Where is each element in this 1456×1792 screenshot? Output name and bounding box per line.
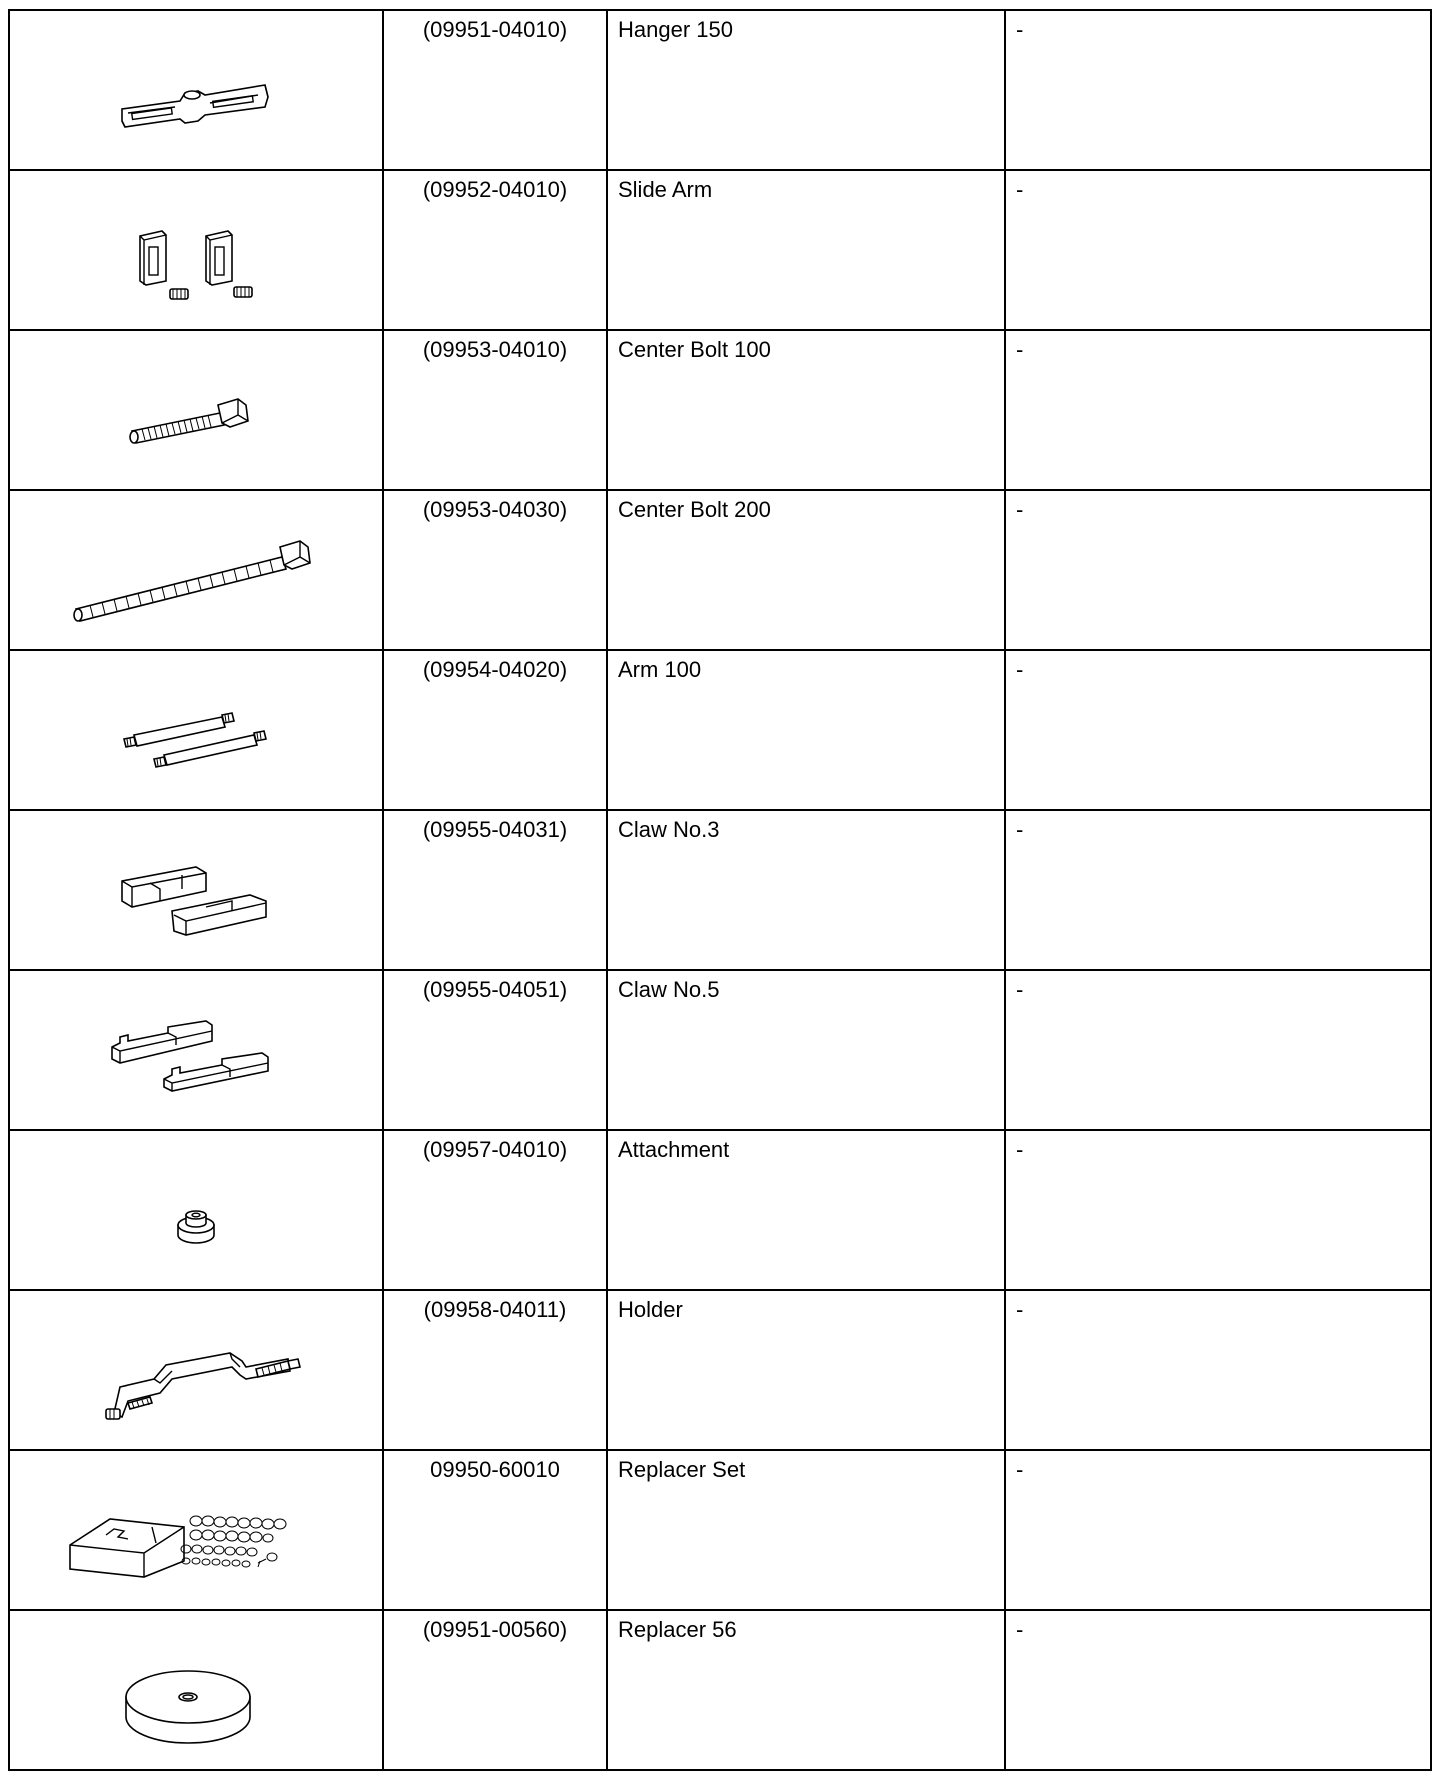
tool-illustration-cell bbox=[9, 170, 383, 330]
tool-illustration-cell bbox=[9, 10, 383, 170]
part-note: - bbox=[1016, 977, 1024, 1002]
table-row bbox=[9, 1130, 1431, 1290]
part-note: - bbox=[1016, 817, 1024, 842]
part-number: (09953-04030) bbox=[422, 497, 568, 522]
tool-illustration-cell bbox=[9, 330, 383, 490]
part-name: Arm 100 bbox=[618, 657, 702, 682]
center-bolt-100-icon bbox=[10, 331, 382, 489]
part-note: - bbox=[1016, 1617, 1024, 1642]
tool-illustration-cell bbox=[9, 970, 383, 1130]
part-number: (09954-04020) bbox=[422, 657, 568, 682]
holder-icon bbox=[10, 1291, 382, 1449]
replacer-56-icon bbox=[10, 1611, 382, 1769]
part-number: (09955-04051) bbox=[422, 977, 568, 1002]
part-number: (09951-00560) bbox=[422, 1617, 568, 1642]
tool-illustration-cell bbox=[9, 1450, 383, 1610]
part-note: - bbox=[1016, 17, 1024, 42]
part-name: Holder bbox=[618, 1297, 683, 1322]
replacer-set-icon bbox=[10, 1451, 382, 1609]
table-row bbox=[9, 1610, 1431, 1770]
part-name: Claw No.5 bbox=[618, 977, 720, 1002]
part-number: (09952-04010) bbox=[422, 177, 568, 202]
part-number: (09957-04010) bbox=[422, 1137, 568, 1162]
table-row bbox=[9, 650, 1431, 810]
tool-illustration-cell bbox=[9, 1610, 383, 1770]
tool-illustration-cell bbox=[9, 650, 383, 810]
part-name: Center Bolt 200 bbox=[618, 497, 771, 522]
table-row bbox=[9, 170, 1431, 330]
part-note: - bbox=[1016, 1457, 1024, 1482]
hanger-150-icon bbox=[10, 11, 382, 169]
tool-illustration-cell bbox=[9, 1290, 383, 1450]
claw-no5-icon bbox=[10, 971, 382, 1129]
part-note: - bbox=[1016, 657, 1024, 682]
tool-illustration-cell bbox=[9, 810, 383, 970]
part-number: (09958-04011) bbox=[423, 1297, 567, 1322]
table-row bbox=[9, 10, 1431, 170]
table-row bbox=[9, 490, 1431, 650]
part-number: (09951-04010) bbox=[422, 17, 568, 42]
center-bolt-200-icon bbox=[10, 491, 382, 649]
claw-no3-icon bbox=[10, 811, 382, 969]
attachment-icon bbox=[10, 1131, 382, 1289]
part-name: Claw No.3 bbox=[618, 817, 720, 842]
part-note: - bbox=[1016, 337, 1024, 362]
part-name: Replacer 56 bbox=[618, 1617, 737, 1642]
arm-100-icon bbox=[10, 651, 382, 809]
table-row bbox=[9, 970, 1431, 1130]
part-name: Center Bolt 100 bbox=[618, 337, 771, 362]
part-note: - bbox=[1016, 1297, 1024, 1322]
part-number: (09953-04010) bbox=[422, 337, 568, 362]
part-note: - bbox=[1016, 497, 1024, 522]
table-row bbox=[9, 810, 1431, 970]
special-tools-table bbox=[8, 9, 1432, 1771]
tool-illustration-cell bbox=[9, 490, 383, 650]
part-name: Replacer Set bbox=[618, 1457, 746, 1482]
part-number: (09955-04031) bbox=[422, 817, 568, 842]
part-number: 09950-60010 bbox=[430, 1457, 560, 1482]
part-note: - bbox=[1016, 1137, 1024, 1162]
table-row bbox=[9, 1450, 1431, 1610]
part-note: - bbox=[1016, 177, 1024, 202]
tool-illustration-cell bbox=[9, 1130, 383, 1290]
table-row bbox=[9, 1290, 1431, 1450]
slide-arm-icon bbox=[10, 171, 382, 329]
table-row bbox=[9, 330, 1431, 490]
part-name: Slide Arm bbox=[618, 177, 713, 202]
part-name: Hanger 150 bbox=[618, 17, 733, 42]
part-name: Attachment bbox=[618, 1137, 730, 1162]
